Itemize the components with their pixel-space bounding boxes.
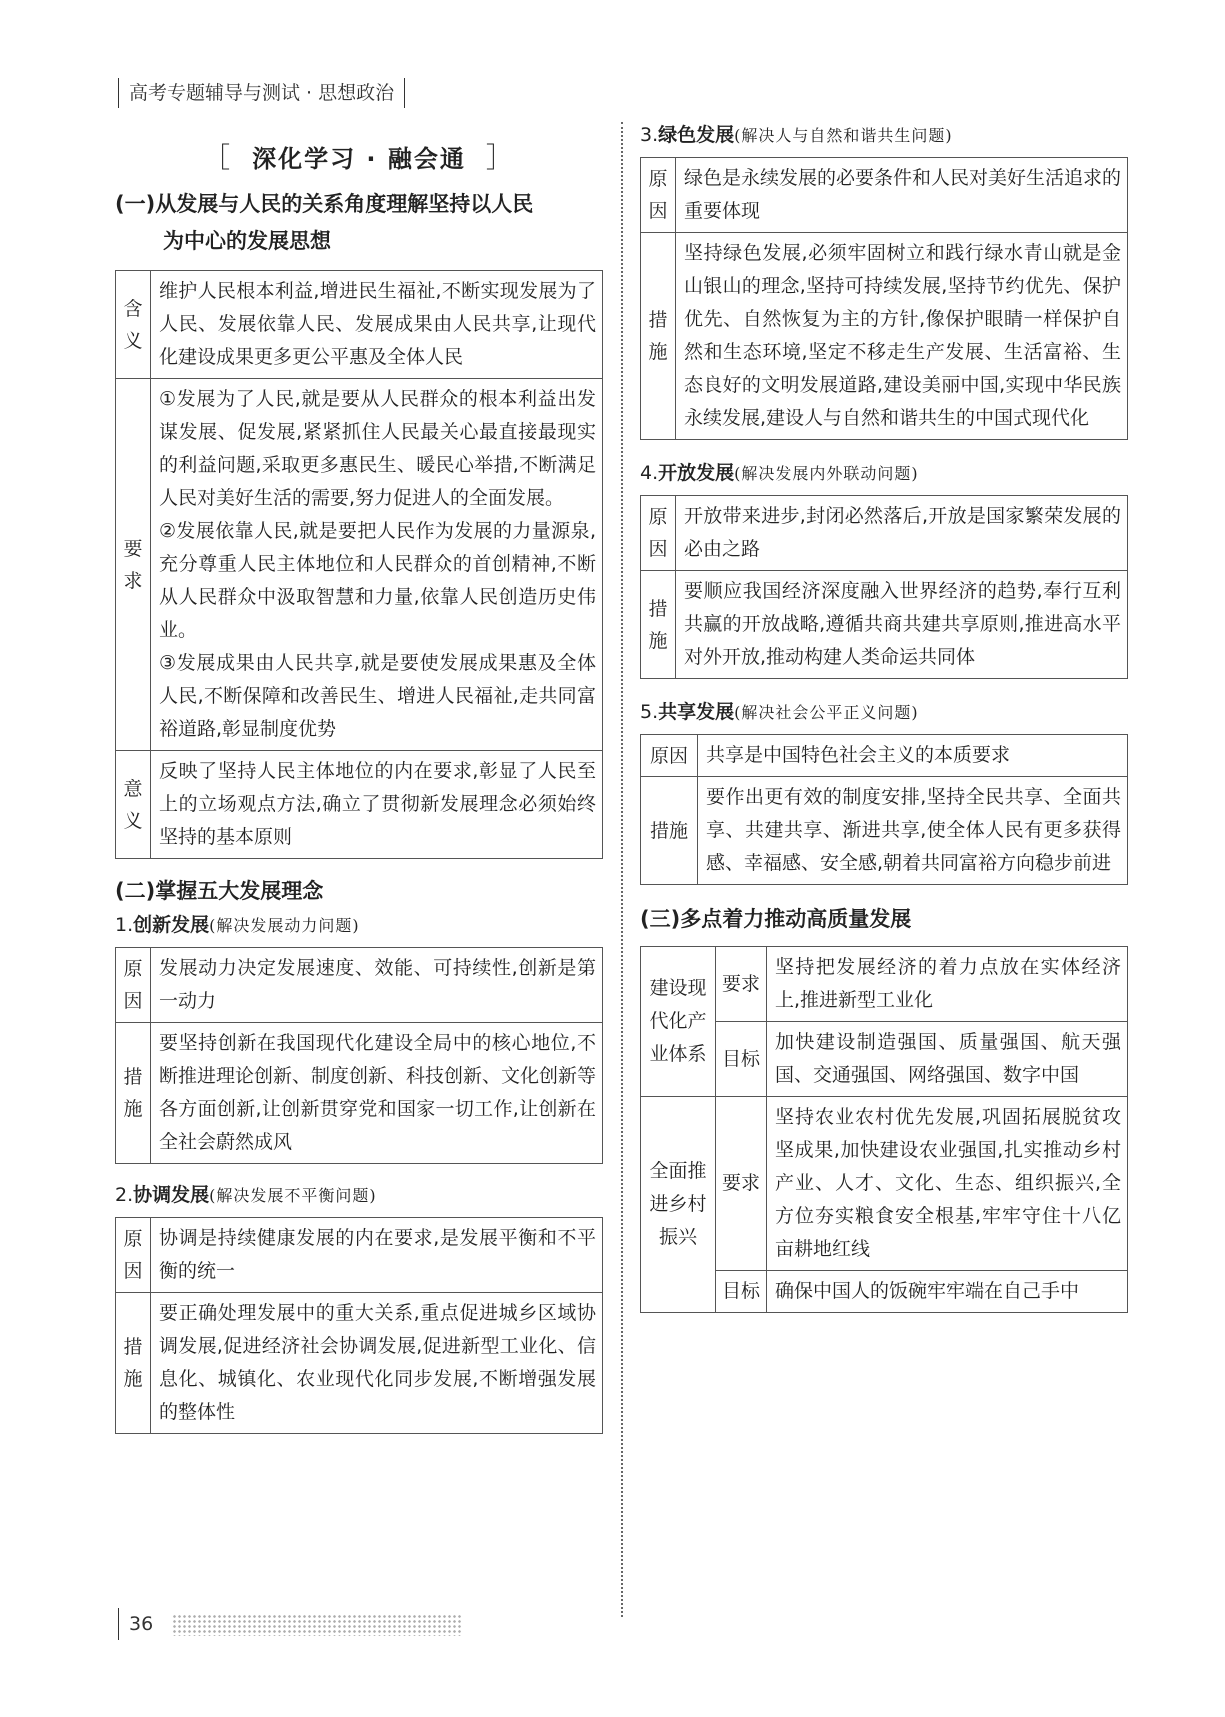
footer-dot-pattern — [172, 1614, 462, 1636]
banner-text: 深化学习 · 融会通 — [252, 145, 466, 173]
row-content-requirement — [151, 379, 603, 751]
openness-name: 开放发展 — [658, 462, 735, 484]
table-row — [116, 948, 603, 1023]
requirement-content: 坚持农业农村优先发展,巩固拓展脱贫攻坚成果,加快建设农业强国,扎实推动乡村产业、人才、文化、生态、组织振兴,全方位夯实粮食安全根基,牢牢守住十八亿亩耕地红线 — [767, 1097, 1128, 1271]
group-rural: 全面推进乡村振兴 — [641, 1097, 716, 1313]
table-row — [116, 751, 603, 859]
measure-label: 措施 — [641, 233, 676, 440]
sharing-table — [640, 734, 1128, 885]
running-title: 高考专题辅导与测试 · 思想政治 — [129, 82, 395, 104]
coordination-table — [115, 1217, 603, 1434]
high-quality-table — [640, 946, 1128, 1313]
table-row — [116, 1218, 603, 1293]
row-label-significance: 意义 — [116, 751, 151, 859]
people-centered-table — [115, 270, 603, 859]
table-row — [116, 271, 603, 379]
table-row — [641, 735, 1128, 777]
openness-table — [640, 495, 1128, 679]
table-row — [116, 379, 603, 751]
innovation-note: (解决发展动力问题) — [209, 916, 360, 935]
requirement-paragraph-1: ①发展为了人民,就是要从人民群众的根本利益出发谋发展、促发展,紧紧抓住人民最关心最直接最现实的利益问题,采取更多惠民生、暖民心举措,不断满足人民对美好生活的需要,努力促进人的全面发展。 — [159, 388, 596, 509]
part3-title: (三)多点着力推动高质量发展 — [640, 907, 912, 931]
row-content-meaning: 维护人民根本利益,增进民生福祉,不断实现发展为了人民、发展依靠人民、发展成果由人民共享,让现代化建设成果更多更公平惠及全体人民 — [151, 271, 603, 379]
banner-bracket-left: ［ — [202, 141, 233, 174]
measure-content: 要顺应我国经济深度融入世界经济的趋势,奉行互利共赢的开放战略,遵循共商共建共享原则,推进高水平对外开放,推动构建人类命运共同体 — [676, 571, 1128, 679]
goal-content: 确保中国人的饭碗牢牢端在自己手中 — [767, 1271, 1128, 1313]
reason-content: 协调是持续健康发展的内在要求,是发展平衡和不平衡的统一 — [151, 1218, 603, 1293]
table-row — [641, 496, 1128, 571]
green-heading: 3.绿色发展(解决人与自然和谐共生问题) — [640, 124, 953, 146]
measure-label: 措施 — [641, 777, 698, 885]
running-head — [118, 78, 405, 108]
innovation-table — [115, 947, 603, 1164]
measure-label: 措施 — [116, 1293, 151, 1434]
part1-title-line2: 为中心的发展思想 — [163, 229, 331, 253]
sharing-heading: 5.共享发展(解决社会公平正义问题) — [640, 701, 919, 723]
reason-content: 开放带来进步,封闭必然落后,开放是国家繁荣发展的必由之路 — [676, 496, 1128, 571]
reason-content: 共享是中国特色社会主义的本质要求 — [698, 735, 1128, 777]
page-number: 36 — [118, 1608, 153, 1640]
coordination-note: (解决发展不平衡问题) — [209, 1186, 377, 1205]
goal-label: 目标 — [716, 1271, 767, 1313]
part1-title-line1: (一)从发展与人民的关系角度理解坚持以人民 — [115, 192, 534, 216]
table-row — [641, 571, 1128, 679]
goal-content: 加快建设制造强国、质量强国、航天强国、交通强国、网络强国、数字中国 — [767, 1022, 1128, 1097]
reason-label: 原因 — [641, 158, 676, 233]
table-row — [116, 1023, 603, 1164]
sharing-name: 共享发展 — [658, 701, 735, 723]
measure-content: 要正确处理发展中的重大关系,重点促进城乡区域协调发展,促进经济社会协调发展,促进新型工业化、信息化、城镇化、农业现代化同步发展,不断增强发展的整体性 — [151, 1293, 603, 1434]
green-table — [640, 157, 1128, 440]
table-row — [641, 233, 1128, 440]
coordination-heading: 2.协调发展(解决发展不平衡问题) — [115, 1184, 377, 1206]
measure-label: 措施 — [116, 1023, 151, 1164]
reason-label: 原因 — [116, 1218, 151, 1293]
coordination-name: 协调发展 — [133, 1184, 210, 1206]
reason-label: 原因 — [116, 948, 151, 1023]
table-row — [641, 158, 1128, 233]
group-industry: 建设现代化产业体系 — [641, 947, 716, 1097]
right-column — [640, 120, 1128, 1313]
requirement-label: 要求 — [716, 1097, 767, 1271]
reason-content: 发展动力决定发展速度、效能、可持续性,创新是第一动力 — [151, 948, 603, 1023]
left-column — [115, 120, 603, 1434]
goal-label: 目标 — [716, 1022, 767, 1097]
openness-heading: 4.开放发展(解决发展内外联动问题) — [640, 462, 919, 484]
green-note: (解决人与自然和谐共生问题) — [734, 126, 953, 145]
requirement-content: 坚持把发展经济的着力点放在实体经济上,推进新型工业化 — [767, 947, 1128, 1022]
table-row — [641, 947, 1128, 1022]
reason-label: 原因 — [641, 496, 676, 571]
requirement-paragraph-2: ②发展依靠人民,就是要把人民作为发展的力量源泉,充分尊重人民主体地位和人民群众的首创精神,不断从人民群众中汲取智慧和力量,依靠人民创造历史伟业。 — [159, 520, 596, 641]
row-content-significance: 反映了坚持人民主体地位的内在要求,彰显了人民至上的立场观点方法,确立了贯彻新发展理念必须始终坚持的基本原则 — [151, 751, 603, 859]
section-banner — [115, 136, 603, 176]
requirement-label: 要求 — [716, 947, 767, 1022]
requirement-paragraph-3: ③发展成果由人民共享,就是要使发展成果惠及全体人民,不断保障和改善民生、增进人民福祉,走共同富裕道路,彰显制度优势 — [159, 652, 596, 740]
sharing-note: (解决社会公平正义问题) — [734, 703, 919, 722]
row-label-requirement: 要求 — [116, 379, 151, 751]
green-name: 绿色发展 — [658, 124, 735, 146]
part2-title: (二)掌握五大发展理念 — [115, 879, 324, 903]
innovation-heading: 1.创新发展(解决发展动力问题) — [115, 914, 360, 936]
measure-content: 要作出更有效的制度安排,坚持全民共享、全面共享、共建共享、渐进共享,使全体人民有更多获得感、幸福感、安全感,朝着共同富裕方向稳步前进 — [698, 777, 1128, 885]
reason-content: 绿色是永续发展的必要条件和人民对美好生活追求的重要体现 — [676, 158, 1128, 233]
banner-bracket-right: ］ — [485, 141, 516, 174]
openness-note: (解决发展内外联动问题) — [734, 464, 919, 483]
measure-content: 坚持绿色发展,必须牢固树立和践行绿水青山就是金山银山的理念,坚持可持续发展,坚持节约优先、保护优先、自然恢复为主的方针,像保护眼睛一样保护自然和生态环境,坚定不移走生产发展、生活富裕、生态良好的文明发展道路,建设美丽中国,实现中华民族永续发展,建设人与自然和谐共生的中国式现代化 — [676, 233, 1128, 440]
column-divider — [621, 122, 623, 1617]
innovation-name: 创新发展 — [133, 914, 210, 936]
table-row — [116, 1293, 603, 1434]
row-label-meaning: 含义 — [116, 271, 151, 379]
reason-label: 原因 — [641, 735, 698, 777]
table-row — [641, 1097, 1128, 1271]
measure-label: 措施 — [641, 571, 676, 679]
measure-content: 要坚持创新在我国现代化建设全局中的核心地位,不断推进理论创新、制度创新、科技创新、文化创新等各方面创新,让创新贯穿党和国家一切工作,让创新在全社会蔚然成风 — [151, 1023, 603, 1164]
table-row — [641, 777, 1128, 885]
